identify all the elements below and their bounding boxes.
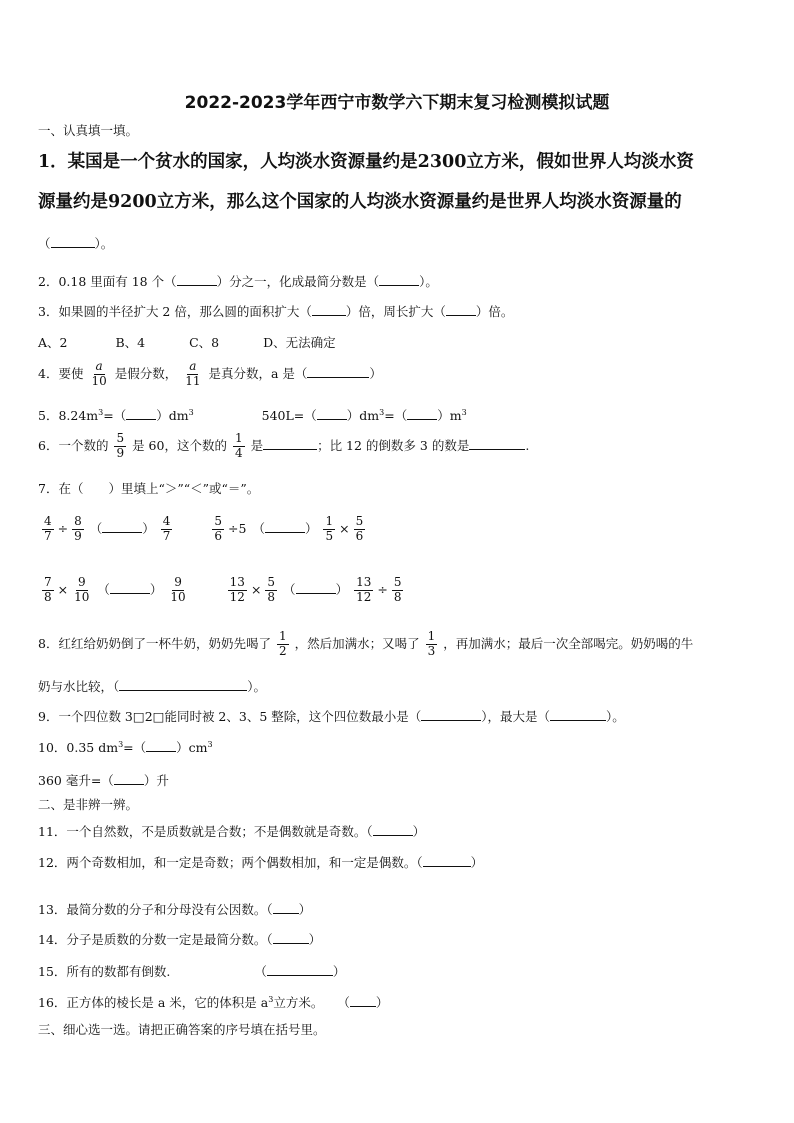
answer-blank[interactable] bbox=[273, 932, 309, 944]
question-9: 9．一个四位数 3□2□能同时被 2、3、5 整除，这个四位数最小是（ ），最大是（ ）。 bbox=[38, 709, 625, 724]
answer-blank[interactable] bbox=[350, 995, 376, 1007]
answer-blank[interactable] bbox=[267, 964, 333, 976]
question-5: 5．$8.24m^3=$（ ）$dm^3$ 540L=（ ）$dm^3=$（ ）$m^3$ bbox=[38, 407, 467, 423]
option-d[interactable]: D、无法确定 bbox=[263, 335, 336, 350]
fraction: $\frac{5}{8}$ bbox=[393, 575, 402, 604]
question-12: 12．两个奇数相加，和一定是奇数；两个偶数相加，和一定是偶数。（ ） bbox=[38, 855, 484, 870]
fraction: $\frac{8}{9}$ bbox=[74, 514, 82, 543]
answer-blank[interactable] bbox=[126, 408, 156, 420]
section-heading-true-false: 二、是非辨一辨。 bbox=[38, 797, 139, 812]
answer-blank[interactable] bbox=[146, 740, 176, 752]
fraction: $\frac{a}{11}$ bbox=[185, 359, 201, 388]
answer-blank[interactable] bbox=[446, 304, 476, 316]
answer-blank[interactable] bbox=[119, 679, 247, 691]
answer-blank[interactable] bbox=[51, 236, 95, 248]
answer-blank[interactable] bbox=[423, 855, 471, 867]
answer-blank[interactable] bbox=[373, 824, 413, 836]
answer-blank[interactable] bbox=[263, 438, 317, 450]
question-4: 4．要使 $\frac{a}{10}$ 是假分数， $\frac{a}{11}$ 是真分数，a 是（ ） bbox=[38, 359, 382, 388]
fraction: $\frac{13}{12}$ bbox=[356, 575, 372, 604]
question-8-line-1: 8．红红给奶奶倒了一杯牛奶，奶奶先喝了 $\frac{1}{2}$ ，然后加满水；又喝了 $\frac{1}{3}$ ，再加满水；最后一次全部喝完。奶奶喝的牛 bbox=[38, 629, 694, 658]
answer-blank[interactable] bbox=[550, 709, 606, 721]
question-13: 13．最简分数的分子和分母没有公因数。（ ） bbox=[38, 902, 312, 917]
page-title: 2022-2023学年西宁市数学六下期末复习检测模拟试题 bbox=[184, 93, 610, 113]
fraction: $\frac{1}{2}$ bbox=[278, 629, 287, 658]
question-3: 3．如果圆的半径扩大 2 倍，那么圆的面积扩大（ ）倍，周长扩大（ ）倍。 bbox=[38, 304, 514, 319]
question-3-options bbox=[38, 333, 336, 351]
fraction: $\frac{5}{6}$ bbox=[355, 514, 364, 543]
answer-blank[interactable] bbox=[469, 438, 525, 450]
fraction: $\frac{13}{12}$ bbox=[229, 575, 245, 604]
section-heading-fill-in: 一、认真填一填。 bbox=[38, 123, 139, 138]
question-7-intro: 7．在（ ）里填上“＞”“＜”或“＝”。 bbox=[38, 481, 260, 496]
fraction: $\frac{5}{8}$ bbox=[267, 575, 276, 604]
answer-blank[interactable] bbox=[296, 582, 336, 594]
fraction: $\frac{4}{7}$ bbox=[44, 514, 52, 543]
section-heading-multiple-choice: 三、细心选一选。请把正确答案的序号填在括号里。 bbox=[38, 1022, 326, 1037]
option-c[interactable]: C、8 bbox=[189, 335, 220, 350]
question-6: 6．一个数的 $\frac{5}{9}$ 是 60，这个数的 $\frac{1}{4}$ 是 ；比 12 的倒数多 3 的数是 . bbox=[38, 431, 530, 460]
answer-blank[interactable] bbox=[273, 902, 299, 914]
option-a[interactable]: A、2 bbox=[38, 335, 68, 350]
answer-blank[interactable] bbox=[265, 521, 305, 533]
fraction: $\frac{1}{4}$ bbox=[234, 431, 243, 460]
question-1-line-2: 源量约是9200立方米，那么这个国家的人均淡水资源量约是世界人均淡水资源量的 bbox=[38, 192, 682, 212]
question-2: 2．0.18 里面有 18 个（ ）分之一，化成最简分数是（ ）。 bbox=[38, 274, 438, 289]
option-b[interactable]: B、4 bbox=[115, 335, 146, 350]
fraction: $\frac{9}{10}$ bbox=[74, 575, 90, 604]
answer-blank[interactable] bbox=[421, 709, 481, 721]
answer-blank[interactable] bbox=[177, 274, 217, 286]
answer-blank[interactable] bbox=[114, 773, 144, 785]
answer-blank[interactable] bbox=[379, 274, 419, 286]
question-14: 14．分子是质数的分数一定是最简分数。（ ） bbox=[38, 932, 322, 947]
question-1-line-3: （ ）。 bbox=[38, 236, 114, 251]
answer-blank[interactable] bbox=[110, 582, 150, 594]
question-10: 10．0.35 $dm^3=$（ ）$cm^3$ bbox=[38, 739, 213, 755]
fraction: $\frac{a}{10}$ bbox=[91, 359, 107, 388]
question-8-line-2: 奶与水比较，（ ）。 bbox=[38, 679, 267, 694]
answer-blank[interactable] bbox=[307, 366, 369, 378]
question-7-row-1: $\frac{4}{7}$ ÷ $\frac{8}{9}$ （ ） $\frac{4}{7}$ $\frac{5}{6}$ ÷5 （ ） $\frac{1}{5}$ × $\frac{5}{6}$ bbox=[44, 514, 364, 543]
fraction: $\frac{5}{6}$ bbox=[214, 514, 223, 543]
answer-blank[interactable] bbox=[312, 304, 346, 316]
fraction: $\frac{4}{7}$ bbox=[162, 514, 171, 543]
question-11: 11．一个自然数，不是质数就是合数；不是偶数就是奇数。（ ） bbox=[38, 824, 426, 839]
question-1-line-1: 1．某国是一个贫水的国家，人均淡水资源量约是2300立方米，假如世界人均淡水资 bbox=[38, 152, 694, 172]
answer-blank[interactable] bbox=[102, 521, 142, 533]
question-10-part-2: 360 毫升=（ ）升 bbox=[38, 773, 169, 788]
fraction: $\frac{1}{5}$ bbox=[325, 514, 334, 543]
fraction: $\frac{7}{8}$ bbox=[44, 575, 52, 604]
question-7-row-2: $\frac{7}{8}$ × $\frac{9}{10}$ （ ） $\frac{9}{10}$ $\frac{13}{12}$ × $\frac{5}{8}$ （ ） $\frac{13}{12}$ ÷ $\frac{5}{8}$ bbox=[44, 575, 402, 604]
fraction: $\frac{1}{3}$ bbox=[427, 629, 436, 658]
question-15: 15．所有的数都有倒数. （ ） bbox=[38, 964, 346, 979]
question-16: 16．正方体的棱长是 a 米，它的体积是 $a^3$立方米。 （ ） bbox=[38, 994, 389, 1010]
fraction: $\frac{9}{10}$ bbox=[170, 575, 186, 604]
answer-blank[interactable] bbox=[317, 408, 347, 420]
fraction: $\frac{5}{9}$ bbox=[116, 431, 125, 460]
answer-blank[interactable] bbox=[407, 408, 437, 420]
